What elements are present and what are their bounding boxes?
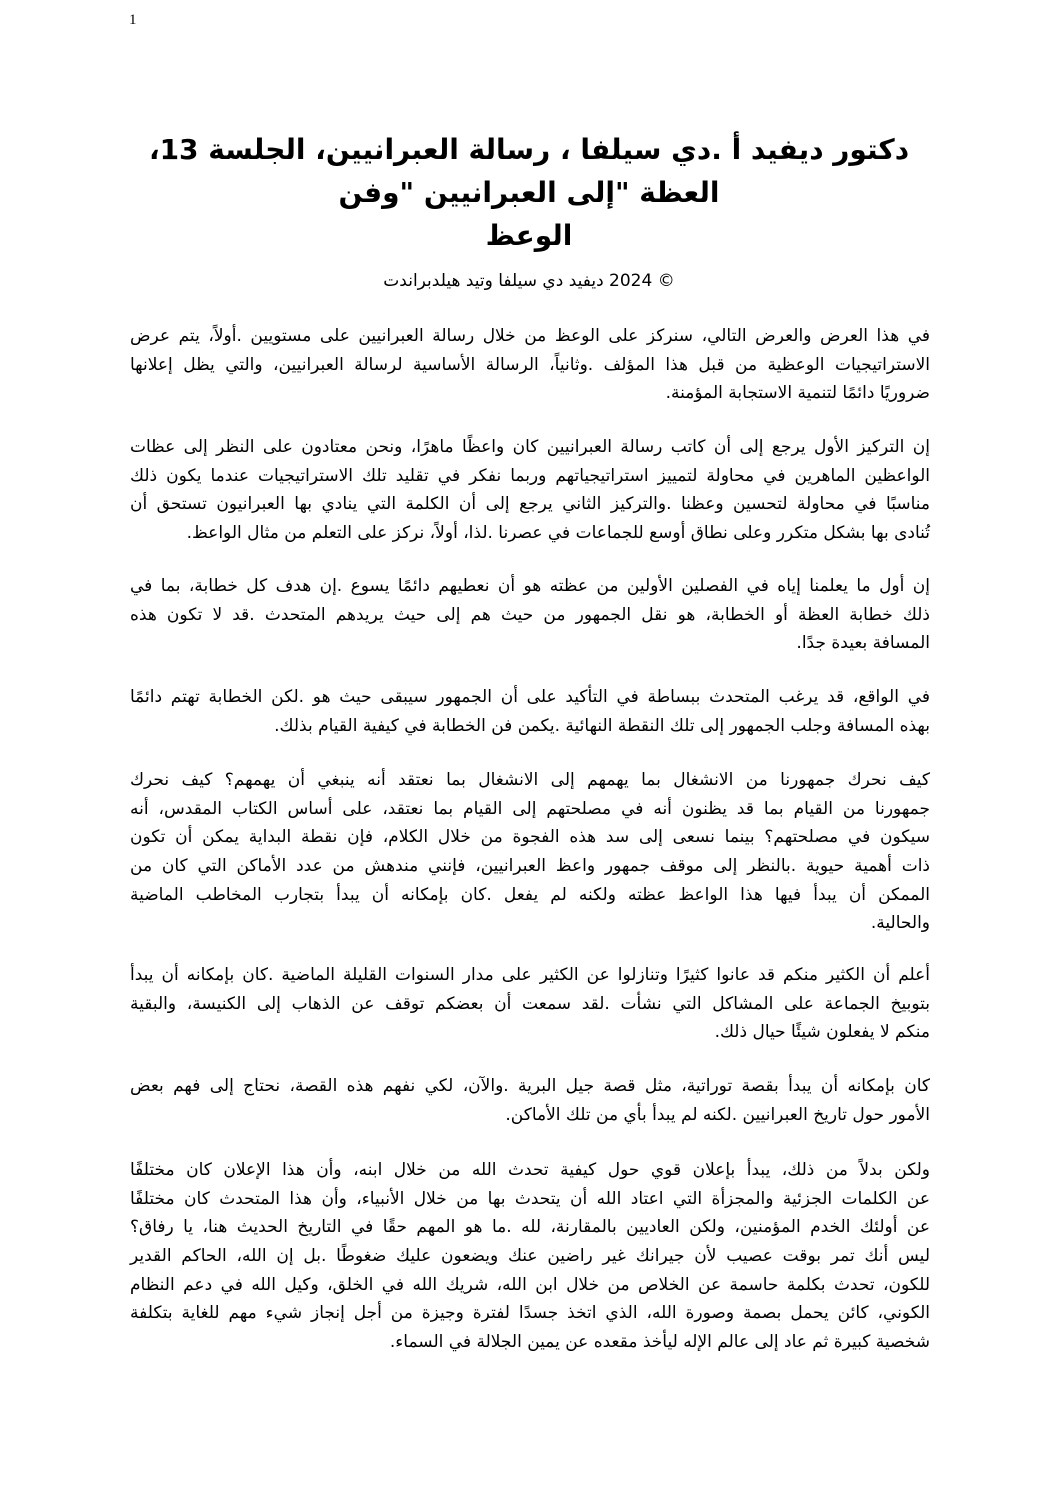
paragraph-line: ذلك خطابة العظة أو الخطابة، هو نقل الجمهور من حيث هم إلى حيث يريدهم المتحدث .قد لا تكون هذه (130, 604, 930, 625)
paragraph-line: إن أول ما يعلمنا إياه في الفصلين الأولين من عظته هو أن نعطيهم دائمًا يسوع .إن هدف كل خطابة، بما في (130, 576, 930, 596)
paragraph-line: الاستراتيجيات الوعظية من قبل هذا المؤلف .وثانياً، الرسالة الأساسية لرسالة العبرانيين، والتي يظل إعلانها (130, 354, 930, 375)
paragraph (130, 766, 930, 938)
paragraph (130, 1072, 930, 1129)
paragraph (130, 1156, 930, 1357)
paragraph-line: سيكون في مصلحتهم؟ بينما نسعى إلى سد هذه الفجوة من خلال الكلام، فإن نقطة البداية يمكن أن تكون (130, 827, 930, 848)
paragraph-line: أعلم أن الكثير منكم قد عانوا كثيرًا وتنازلوا عن الكثير على مدار السنوات القليلة الماضية .كان بإمكانه أن يبدأ (130, 965, 930, 985)
page-number: 1 (129, 12, 137, 28)
copyright-line: © 2024 ديفيد دي سيلفا وتيد هيلدبراندت (383, 271, 675, 291)
paragraph-line: تُنادى بها بشكل متكرر وعلى نطاق أوسع للجماعات في عصرنا .لذا، أولاً، نركز على التعلم من مثال الواعظ. (186, 523, 930, 544)
paragraph-line: عن الكلمات الجزئية والمجزأة التي اعتاد الله أن يتحدث بها من خلال الأنبياء، وأن هذا المتحدث كان مختلفًا (130, 1188, 930, 1209)
paragraph-line: شخصية كبيرة ثم عاد إلى عالم الإله ليأخذ مقعده عن يمين الجلالة في السماء. (389, 1332, 930, 1353)
document-title (100, 128, 958, 257)
paragraph-line: الكوني، كائن يحمل بصمة وصورة الله، الذي اتخذ جسدًا لفترة وجيزة من أجل إنجاز شيء مهم للغاية بتكلفة (130, 1303, 930, 1324)
paragraph-line: عن أولئك الخدم المؤمنين، ولكن العاديين بالمقارنة، لله .ما هو المهم حقًا في التاريخ الحديث هنا، يا رفاق؟ (130, 1217, 930, 1238)
paragraph-line: للكون، تحدث بكلمة حاسمة عن الخلاص من خلال ابن الله، شريك الله في الخلق، وكيل الله في دعم النظام (130, 1274, 930, 1295)
paragraph-line: ولكن بدلاً من ذلك، يبدأ بإعلان قوي حول كيفية تحدث الله من خلال ابنه، وأن هذا الإعلان كان مختلفًا (130, 1160, 930, 1180)
title-line: العظة "إلى العبرانيين "وفن (338, 176, 720, 209)
title-line: دكتور ديفيد أ .دي سيلفا ، رسالة العبرانيين، الجلسة 13، (148, 133, 910, 166)
paragraph-line: كيف نحرك جمهورنا من الانشغال بما يهمهم إلى الانشغال بما نعتقد أنه ينبغي أن يهمهم؟ كيف نحرك (130, 770, 930, 790)
paragraph-line: الأمور حول تاريخ العبرانيين .لكنه لم يبدأ بأي من تلك الأماكن. (505, 1104, 930, 1125)
paragraph-line: الممكن أن يبدأ فيها هذا الواعظ عظته ولكنه لم يفعل .كان بإمكانه أن يبدأ بتجارب المخاطب الماضية (130, 884, 930, 905)
paragraph-line: ضروريًا دائمًا لتنمية الاستجابة المؤمنة. (665, 383, 930, 404)
paragraph (130, 961, 930, 1047)
paragraph (130, 433, 930, 548)
paragraph-line: بهذه المسافة وجلب الجمهور إلى تلك النقطة النهائية .يكمن فن الخطابة في كيفية القيام بذلك. (274, 715, 930, 736)
paragraph (130, 322, 930, 408)
paragraph-line: ذات أهمية حيوية .بالنظر إلى موقف جمهور واعظ العبرانيين، فإنني مندهش من عدد الأماكن التي كان من (130, 856, 930, 877)
paragraph-line: إن التركيز الأول يرجع إلى أن كاتب رسالة العبرانيين كان واعظًا ماهرًا، ونحن معتادون على النظر إلى عظات (130, 437, 930, 457)
paragraph-line: منكم لا يفعلون شيئًا حيال ذلك. (714, 1022, 930, 1043)
paragraph-line: والحالية. (870, 913, 930, 934)
title-line: الوعظ (485, 219, 573, 252)
paragraph (130, 572, 930, 658)
paragraph-line: الواعظين الماهرين في محاولة لتمييز استراتيجياتهم وربما نفكر في تقليد تلك الاستراتيجيات عندما يكون ذلك (130, 465, 930, 486)
paragraph-line: بتوبيخ الجماعة على المشاكل التي نشأت .لقد سمعت أن بعضكم توقف عن الذهاب إلى الكنيسة، والبقية (130, 993, 930, 1014)
paragraph-line: كان بإمكانه أن يبدأ بقصة توراتية، مثل قصة جيل البرية .والآن، لكي نفهم هذه القصة، نحتاج إلى فهم بعض (130, 1076, 930, 1096)
paragraph-line: مناسبًا في محاولة لتحسين وعظنا .والتركيز الثاني يرجع إلى أن الكلمة التي ينادي بها العبرانيون تستحق أن (130, 494, 930, 515)
paragraph-line: المسافة بعيدة جدًا. (796, 633, 930, 654)
paragraph-line: في هذا العرض والعرض التالي، سنركز على الوعظ من خلال رسالة العبرانيين على مستويين .أولاً، يتم عرض (130, 326, 930, 346)
paragraph-line: ليس أنك تمر بوقت عصيب لأن جيرانك غير راضين عنك ويضعون عليك ضغوطًا .بل إن الله، الحاكم القدير (130, 1246, 930, 1267)
paragraph (130, 683, 930, 740)
paragraph-line: في الواقع، قد يرغب المتحدث ببساطة في التأكيد على أن الجمهور سيبقى حيث هو .لكن الخطابة تهتم دائمًا (130, 687, 930, 707)
paragraph-line: جمهورنا من القيام بما قد يظنون أنه في مصلحتهم إلى القيام بما نعتقد، على أساس الكتاب المقدس، أنه (130, 798, 930, 819)
